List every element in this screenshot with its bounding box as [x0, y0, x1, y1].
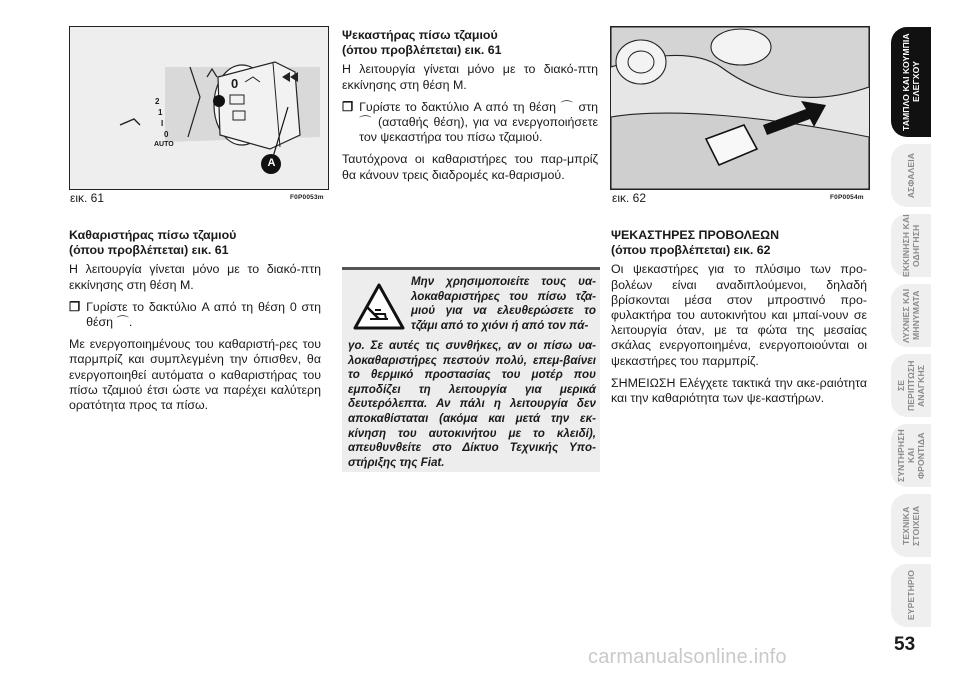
- rear-washer-subtitle: (όπου προβλέπεται) εικ. 61: [342, 43, 502, 58]
- headlamp-washer-subtitle: (όπου προβλέπεται) εικ. 62: [611, 243, 771, 258]
- headlamp-washer-text-1: Οι ψεκαστήρες για το πλύσιμο των προ-βολέων είναι αναδιπλούμενοι, δηλαδή βρίσκονται μέσα στον μπροστινό προ-φυλακτήρα του αυτοκινήτου και μπαί-νουν σε λειτουργία όταν, με τα φώτα της μεσαίας σκάλας ενεργοποιημένα, ενεργοποιούνται οι ψεκαστήρες του παρμπρίζ.: [611, 262, 867, 368]
- page-number: 53: [894, 634, 916, 655]
- headlamp-washer-illustration: [611, 27, 869, 189]
- column-left: [69, 228, 321, 420]
- tab-label: ΕΚΚΙΝΗΣΗ ΚΑΙ ΟΔΗΓΗΣΗ: [901, 214, 921, 277]
- rear-wiper-text-1: Η λειτουργία γίνεται μόνο με το διακό-πτη εκκίνησης στη θέση M.: [69, 262, 321, 292]
- warning-text-body: γο. Σε αυτές τις συνθήκες, αν οι πίσω υα-λοκαθαριστήρες πεστούν πολύ, επεμ-βαίνει το θερμικό προστασίας του μοτέρ που εμποδίζει τη λειτουργία για μερικά δευτερόλεπτα. Αν πάλι η λειτουργία δεν αποκαθίσταται (ακόμα και μετά την εκ-κίνηση του αυτοκινήτου με το κλειδί), απευθυνθείτε στο Δίκτυο Τεχνικής Υπο-στήριξης της Fiat.: [348, 339, 596, 469]
- figure-61: [69, 26, 329, 190]
- rear-washer-heading: [342, 28, 598, 58]
- rear-washer-text-2: Ταυτόχρονα οι καθαριστήρες του παρ-μπρίζ θα κάνουν τρεις διαδρομές κα-θαρισμού.: [342, 152, 598, 182]
- figure-62: [610, 26, 870, 190]
- warning-box: [342, 267, 600, 472]
- switch-label-auto: AUTO: [154, 141, 174, 148]
- switch-label-0: 0: [164, 130, 169, 139]
- figure-61-caption: εικ. 61: [70, 191, 105, 205]
- wiper-stalk-illustration: [70, 27, 328, 189]
- headlamp-washer-note: ΣΗΜΕΙΩΣΗ Ελέγχετε τακτικά την ακε-ραιότητα και την καθαριότητα των ψε-καστήρων.: [611, 375, 867, 406]
- switch-label-2: 2: [155, 97, 160, 106]
- tab-starting-driving[interactable]: [891, 214, 931, 277]
- rear-wiper-title: Καθαριστήρας πίσω τζαμιού: [69, 228, 237, 242]
- tab-label: ΑΣΦΑΛΕΙΑ: [906, 152, 916, 199]
- tab-maintenance[interactable]: [891, 424, 931, 487]
- bullet-mark: ❒: [342, 99, 354, 114]
- tab-label: ΣΕ ΠΕΡΙΠΤΩΣΗ ΑΝΑΓΚΗΣ: [896, 360, 926, 411]
- switch-label-i: I: [161, 119, 164, 128]
- rear-wiper-heading: [69, 228, 321, 258]
- tab-emergency[interactable]: [891, 354, 931, 417]
- column-right: [611, 228, 867, 413]
- tab-warning-lights[interactable]: [891, 284, 931, 347]
- headlamp-washer-title: ΨΕΚΑΣΤΗΡΕΣ ΠΡΟΒΟΛΕΩΝ: [611, 228, 780, 242]
- tab-dashboard-controls[interactable]: [891, 27, 931, 137]
- figure-62-caption: εικ. 62: [612, 191, 647, 205]
- switch-label-1: 1: [158, 108, 163, 117]
- column-middle: [342, 28, 598, 190]
- tab-label: ΤΑΜΠΛΟ ΚΑΙ ΚΟΥΜΠΙΑ ΕΛΕΓΧΟΥ: [901, 33, 921, 131]
- figure-62-code: F0P0054m: [830, 194, 864, 201]
- figure-61-code: F0P0053m: [290, 194, 324, 201]
- rear-washer-text-1: Η λειτουργία γίνεται μόνο με το διακό-πτη εκκίνησης στη θέση M.: [342, 62, 598, 92]
- rear-washer-bullet-text: Γυρίστε το δακτύλιο A από τη θέση ⌒ στη ⌒ (ασταθής θέση), για να ενεργοποιήσετε τον ψεκαστήρα του πίσω τζαμιού.: [359, 99, 598, 145]
- rear-wiper-text-2: Με ενεργοποιημένους του καθαριστή-ρες του παρμπρίζ και συμπλεγμένη την όπισθεν, θα ενεργοποιηθεί αυτόματα ο καθαριστήρας του πίσω τζαμιού έτσι ώστε να παρέχει καλύτερη ορατότητα προς τα πίσω.: [69, 337, 321, 413]
- watermark: carmanualsonline.info: [588, 646, 787, 668]
- tab-safety[interactable]: [891, 144, 931, 207]
- tab-label: ΣΥΝΤΗΡΗΣΗ ΚΑΙ ΦΡΟΝΤΙΔΑ: [896, 429, 926, 482]
- tab-technical-data[interactable]: [891, 494, 931, 557]
- rear-wiper-bullet-text: Γυρίστε το δακτύλιο A από τη θέση 0 στη θέση ⌒.: [86, 299, 321, 330]
- ring-label-0: 0: [231, 76, 239, 91]
- tab-label: ΛΥΧΝΙΕΣ ΚΑΙ ΜΗΝΥΜΑΤΑ: [901, 288, 921, 343]
- rear-washer-bullet: [342, 100, 598, 146]
- rear-wiper-subtitle: (όπου προβλέπεται) εικ. 61: [69, 243, 229, 258]
- headlamp-washer-heading: [611, 228, 867, 258]
- warning-triangle-icon: [353, 283, 405, 330]
- tab-label: ΕΥΡΕΤΗΡΙΟ: [906, 570, 916, 621]
- rear-wiper-bullet: [69, 300, 321, 330]
- tab-index[interactable]: [891, 564, 931, 627]
- warning-text-top: Μην χρησιμοποιείτε τους υα-λοκαθαριστήρες του πίσω τζα-μιού για να ελευθερώσετε το τζάμι από το χιόνι ή από τον πά-: [411, 275, 596, 332]
- bullet-mark: ❒: [69, 299, 81, 314]
- ring-label-a: A: [267, 157, 276, 169]
- rear-washer-title: Ψεκαστήρας πίσω τζαμιού: [342, 28, 498, 42]
- tab-label: ΤΕΧΝΙΚΑ ΣΤΟΙΧΕΙΑ: [901, 505, 921, 546]
